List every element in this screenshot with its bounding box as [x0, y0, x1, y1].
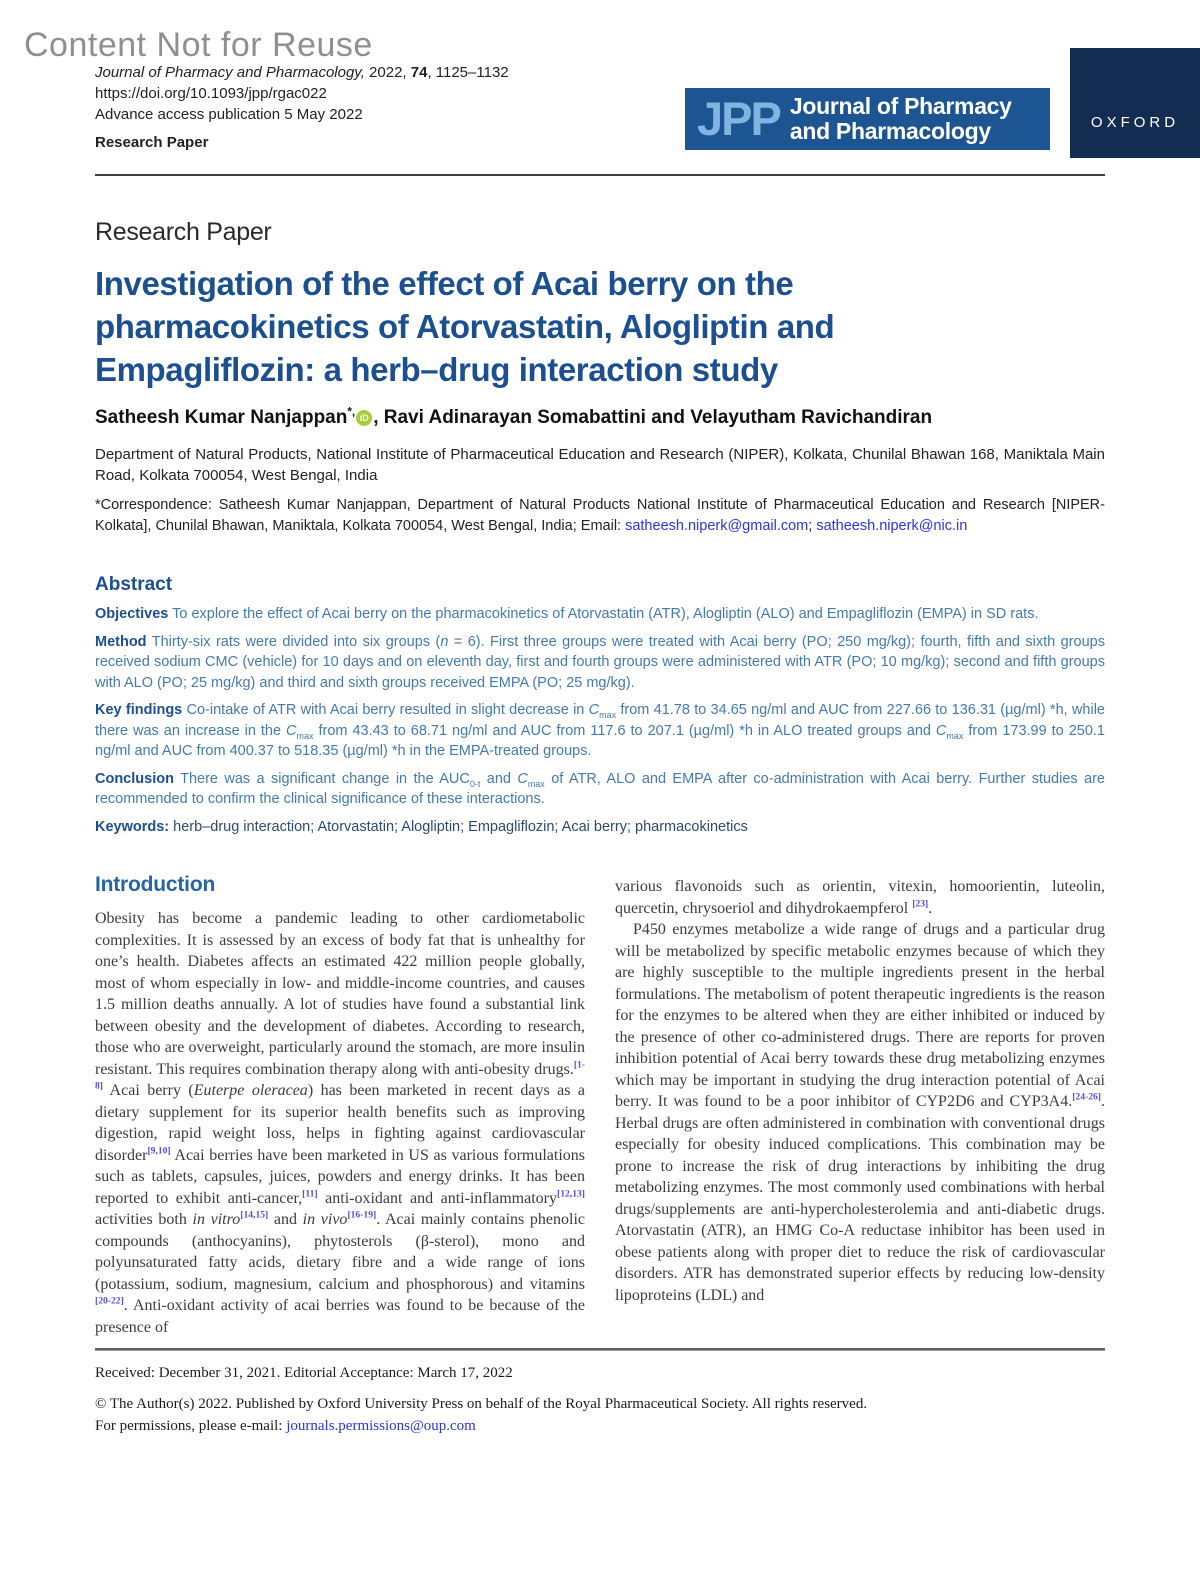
- research-paper-heading: Research Paper: [95, 218, 272, 246]
- email-link[interactable]: journals.permissions@oup.com: [286, 1417, 476, 1434]
- received-accepted-dates: Received: December 31, 2021. Editorial Acceptance: March 17, 2022: [95, 1365, 513, 1382]
- keywords-line: Keywords: herb–drug interaction; Atorvastatin; Alogliptin; Empagliflozin; Acai berry; pharmacokinetics: [95, 818, 748, 835]
- content-not-for-reuse-watermark: Content Not for Reuse: [24, 26, 373, 64]
- journal-citation: Journal of Pharmacy and Pharmacology, 2022, 74, 1125–1132: [95, 64, 509, 81]
- jpp-journal-logo: [685, 88, 1050, 150]
- header-divider: [95, 174, 1105, 176]
- reference-marker[interactable]: [16-19]: [347, 1210, 377, 1222]
- abstract-objectives: Objectives To explore the effect of Acai berry on the pharmacokinetics of Atorvastatin (ATR), Alogliptin (ALO) and Empagliflozin (EMPA) in SD rats.: [95, 606, 1039, 623]
- affiliation-text: Department of Natural Products, National Institute of Pharmaceutical Education and Research (NIPER), Kolkata, Chunilal Bhawan 168, Maniktala Main Road, Kolkata 700054, West Bengal, India: [95, 445, 1105, 484]
- intro-right-paragraph-2: P450 enzymes metabolize a wide range of drugs and a particular drug will be metabolized by specific metabolic enzymes because of which they are highly susceptible to the multiple ingredients present in the herbal formulations. The metabolism of potent therapeutic ingredients is the reason for the enzymes to be altered when they are either inhibited or induced by the presence of other co-administered drugs. There are reports for proven inhibition potential of Acai berry towards these drug metabolizing enzymes which may be important in studying the drug interaction potential of Acai berry. It was found to be a poor inhibitor of CYP2D6 and CYP3A4.[24-26]. Herbal drugs are often administered in combination with conventional drugs especially for obesity induced complications. This combination may be prone to increase the risk of drug interactions by inhibiting the drug metabolizing enzymes. The most commonly used combinations with herbal drugs/supplements are anti-hypercholesterolemia and anti-diabetic drugs. Atorvastatin (ATR), an HMG Co-A reductase inhibitor has been used in obese patients along with proper diet to reduce the risk of cardiovascular disorders. ATR has demonstrated superior effects by reducing low-density lipoproteins (LDL) and: [615, 921, 1105, 1304]
- reference-marker[interactable]: [12,13]: [557, 1188, 585, 1200]
- reference-marker[interactable]: [23]: [912, 898, 929, 910]
- email-link[interactable]: satheesh.niperk@nic.in: [816, 517, 968, 534]
- advance-access-date: Advance access publication 5 May 2022: [95, 106, 363, 123]
- reference-marker[interactable]: [1-8]: [95, 1059, 585, 1093]
- permissions-line: For permissions, please e-mail: journals.permissions@oup.com: [95, 1417, 476, 1434]
- jpp-acronym: JPP: [697, 91, 780, 145]
- intro-left-column: [95, 873, 585, 1338]
- email-link[interactable]: satheesh.niperk@gmail.com: [625, 517, 809, 534]
- abstract-heading: Abstract: [95, 574, 173, 596]
- oxford-logo: OXFORD: [1070, 48, 1200, 158]
- reference-marker[interactable]: [24-26]: [1072, 1092, 1101, 1104]
- author-names-pre: Satheesh Kumar Nanjappan*,: [95, 405, 356, 428]
- introduction-section: [95, 873, 1105, 1338]
- page-footer: [95, 1363, 1105, 1437]
- author-line: [95, 407, 1105, 429]
- article-title: Investigation of the effect of Acai berry on the pharmacokinetics of Atorvastatin, Alogliptin and Empagliflozin: a herb–drug interaction study: [95, 265, 835, 388]
- reference-marker[interactable]: [11]: [302, 1188, 318, 1200]
- reference-marker[interactable]: [20-22]: [95, 1296, 124, 1308]
- intro-right-column: [615, 873, 1105, 1338]
- copyright-notice: © The Author(s) 2022. Published by Oxford University Press on behalf of the Royal Pharmaceutical Society. All rights reserved. For permissions, please e-mail: journals.permissions@oup.com: [95, 1396, 868, 1434]
- orcid-icon[interactable]: iD: [356, 410, 372, 426]
- journal-meta: [95, 62, 595, 153]
- reference-marker[interactable]: [9,10]: [147, 1145, 171, 1157]
- doi-link[interactable]: https://doi.org/10.1093/jpp/rgac022: [95, 85, 327, 102]
- footer-divider: [95, 1348, 1105, 1351]
- author-names-post: , Ravi Adinarayan Somabattini and Velayutham Ravichandiran: [373, 406, 933, 428]
- intro-left-paragraph: Obesity has become a pandemic leading to other cardiometabolic complexities. It is assessed by an excess of body fat that is unhealthy for one’s health. Diabetes affects an estimated 422 million people globally, most of whom especially in low- and middle-income countries, and causes 1.5 million deaths annually. A lot of studies have found a substantial link between obesity and the development of diabetes. According to research, those who are overweight, particularly around the stomach, are more insulin resistant. This requires combination therapy along with anti-obesity drugs.[1-8] Acai berry (Euterpe oleracea) has been marketed in recent days as a dietary supplement for its superior health benefits such as improving digestion, rapid weight loss, helps in fighting against cardiovascular disorder[9,10] Acai berries have been marketed in US as various formulations such as tablets, capsules, juices, powders and energy drinks. It has been reported to exhibit anti-cancer,[11] anti-oxidant and anti-inflammatory[12,13] activities both in vitro[14,15] and in vivo[16-19]. Acai mainly contains phenolic compounds (anthocyanins), phytosterols (β-sterol), mono and polyunsaturated fatty acids, dietary fibre and a wide range of ions (potassium, sodium, magnesium, calcium and phosphorous) and vitamins [20-22]. Anti-oxidant activity of acai berries was found to be because of the presence of: [95, 910, 586, 1336]
- page-header: [95, 0, 1180, 153]
- reference-marker[interactable]: [14,15]: [240, 1210, 269, 1222]
- abstract-section: [95, 574, 1105, 837]
- article-type-label: Research Paper: [95, 134, 209, 151]
- abstract-method: Method Thirty-six rats were divided into six groups (n = 6). First three groups were treated with Acai berry (PO; 250 mg/kg); fourth, fifth and sixth groups received sodium CMC (vehicle) for 10 days and on eleventh day, first and fourth groups were administered with ATR (PO; 10 mg/kg); second and fifth groups with ALO (PO; 25 mg/kg) and third and sixth groups received EMPA (PO; 25 mg/kg).: [95, 633, 1105, 691]
- jpp-journal-name: Journal of Pharmacy and Pharmacology: [789, 93, 1012, 144]
- abstract-key-findings: Key findings Co-intake of ATR with Acai berry resulted in slight decrease in $C_{max}$ from 41.78 to 34.65 ng/ml and AUC from 227.66 to 136.31 (µg/ml) *h, while there was an increase in the $C_{max}$ from 43.43 to 68.71 ng/ml and AUC from 117.6 to 207.1 (µg/ml) *h in ALO treated groups and $C_{max}$ from 173.99 to 250.1 ng/ml and AUC from 400.37 to 518.35 (µg/ml) *h in the EMPA-treated groups.: [95, 702, 1105, 760]
- intro-right-paragraph-1: various flavonoids such as orientin, vitexin, homoorientin, luteolin, quercetin, chrysoeriol and dihydrokaempferol [23].: [615, 878, 1105, 917]
- introduction-heading: Introduction: [95, 873, 216, 897]
- correspondence-text: *Correspondence: Satheesh Kumar Nanjappan, Department of Natural Products National Institute of Pharmaceutical Education and Research [NIPER-Kolkata], Chunilal Bhawan, Maniktala, Kolkata 700054, West Bengal, India; Email: satheesh.niperk@gmail.com; satheesh.niperk@nic.in: [95, 497, 1105, 534]
- abstract-conclusion: Conclusion There was a significant change in the $AUC_{0-t}$ and $C_{max}$ of ATR, ALO and EMPA after co-administration with Acai berry. Further studies are recommended to confirm the clinical significance of these interactions.: [95, 770, 1105, 808]
